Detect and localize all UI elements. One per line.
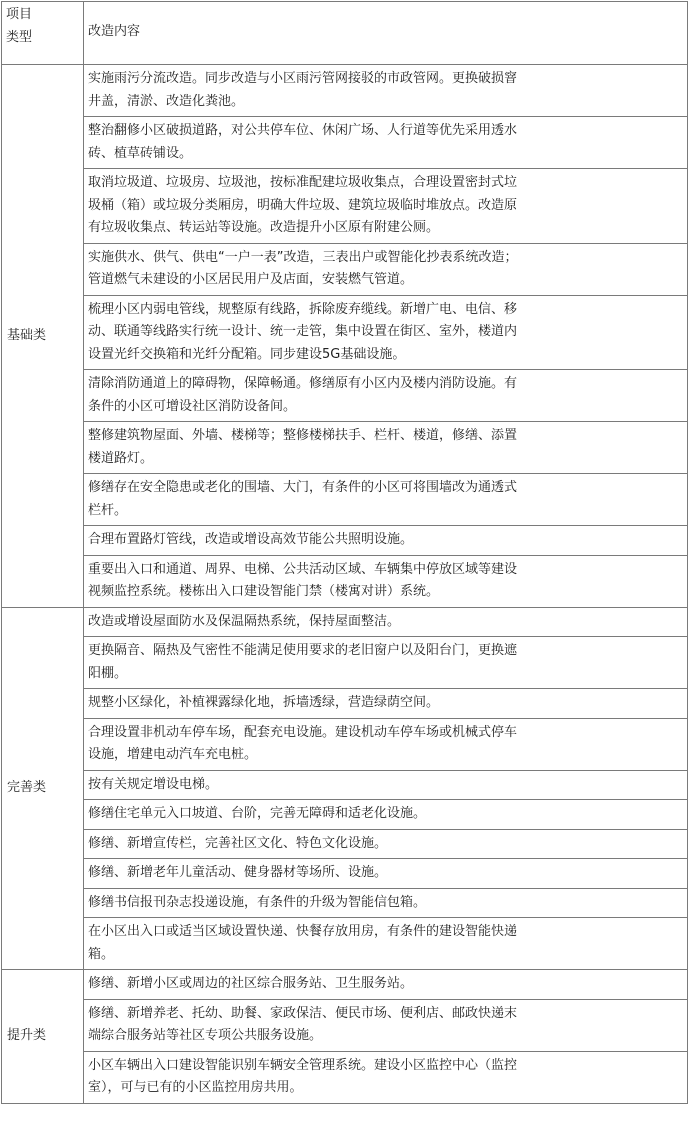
content-cell (84, 169, 688, 244)
table-row (2, 918, 688, 970)
content-text: 修缮、新增小区或周边的社区综合服务站、卫生服务站。 (88, 976, 414, 991)
header-project-type: 项目 类型 (2, 2, 84, 65)
content-text: 梳理小区内弱电管线，规整原有线路，拆除废弃缆线。新增广电、电信、移动、联通等线路实行统一设计、统一走管，集中设置在街区、室外，楼道内设置光纤交换箱和光纤分配箱。同步建设5G基础设施。 (88, 301, 518, 362)
table-row (2, 169, 688, 244)
content-text: 修缮住宅单元入口坡道、台阶，完善无障碍和适老化设施。 (88, 806, 427, 821)
content-text: 实施供水、供气、供电“一户一表”改造，三表出户或智能化抄表系统改造；管道燃气未建设的小区居民用户及店面，安装燃气管道。 (88, 249, 518, 287)
content-text: 改造或增设屋面防水及保温隔热系统，保持屋面整洁。 (88, 613, 401, 629)
content-cell (84, 888, 688, 918)
content-cell (84, 918, 688, 970)
table-row (2, 829, 688, 859)
category-cell: 基础类 (2, 65, 84, 608)
table-row (2, 718, 688, 770)
table-row (2, 770, 688, 800)
table-row (2, 888, 688, 918)
content-cell (84, 718, 688, 770)
content-cell (84, 555, 688, 607)
content-text: 按有关规定增设电梯。 (88, 776, 219, 792)
header-row (2, 2, 688, 65)
content-cell (84, 474, 688, 526)
table-row (2, 117, 688, 169)
content-cell (84, 1051, 688, 1103)
table-row (2, 555, 688, 607)
content-cell (84, 637, 688, 689)
content-cell (84, 65, 688, 117)
content-text: 整修建筑物屋面、外墙、楼梯等；整修楼梯扶手、栏杆、楼道，修缮、添置楼道路灯。 (88, 428, 518, 466)
table-row (2, 689, 688, 719)
content-text: 修缮存在安全隐患或老化的围墙、大门，有条件的小区可将围墙改为通透式栏杆。 (88, 480, 518, 518)
content-cell (84, 295, 688, 370)
content-text: 合理设置非机动车停车场，配套充电设施。建设机动车停车场或机械式停车设施，增建电动汽车充电桩。 (88, 724, 518, 762)
table-row (2, 607, 688, 637)
table-row (2, 474, 688, 526)
content-text: 修缮、新增养老、托幼、助餐、家政保洁、便民市场、便利店、邮政快递末端综合服务站等社区专项公共服务设施。 (88, 1005, 518, 1043)
table-row (2, 1051, 688, 1103)
category-cell: 完善类 (2, 607, 84, 970)
category-cell: 提升类 (2, 970, 84, 1104)
content-cell (84, 526, 688, 556)
content-text: 修缮书信报刊杂志投递设施，有条件的升级为智能信包箱。 (88, 894, 427, 910)
table-row (2, 295, 688, 370)
content-text: 在小区出入口或适当区域设置快递、快餐存放用房，有条件的建设智能快递箱。 (88, 924, 518, 962)
table-row (2, 65, 688, 117)
content-text: 规整小区绿化，补植裸露绿化地，拆墙透绿，营造绿荫空间。 (88, 695, 440, 710)
table-row (2, 422, 688, 474)
content-cell (84, 607, 688, 637)
table-row (2, 800, 688, 830)
table-row (2, 970, 688, 1000)
content-text: 重要出入口和通道、周界、电梯、公共活动区域、车辆集中停放区域等建设视频监控系统。楼栋出入口建设智能门禁（楼寓对讲）系统。 (88, 561, 518, 599)
content-text: 修缮、新增老年儿童活动、健身器材等场所、设施。 (88, 865, 388, 880)
table-row (2, 526, 688, 556)
content-cell (84, 970, 688, 1000)
content-cell (84, 800, 688, 830)
content-cell (84, 370, 688, 422)
table-row (2, 999, 688, 1051)
renovation-table (1, 1, 688, 1104)
content-text: 取消垃圾道、垃圾房、垃圾池，按标准配建垃圾收集点，合理设置密封式垃圾桶（箱）或垃圾分类厢房，明确大件垃圾、建筑垃圾临时堆放点。改造原有垃圾收集点、转运站等设施。改造提升小区原有附建公厕。 (88, 175, 518, 235)
table-row (2, 243, 688, 295)
content-cell (84, 689, 688, 719)
content-text: 合理布置路灯管线，改造或增设高效节能公共照明设施。 (88, 532, 414, 547)
header-content: 改造内容 (84, 2, 688, 65)
table-row (2, 637, 688, 689)
table-row (2, 859, 688, 889)
content-text: 小区车辆出入口建设智能识别车辆安全管理系统。建设小区监控中心（监控室），可与已有的小区监控用房共用。 (88, 1057, 518, 1095)
content-text: 更换隔音、隔热及气密性不能满足使用要求的老旧窗户以及阳台门，更换遮阳棚。 (88, 643, 518, 681)
content-cell (84, 859, 688, 889)
table-row (2, 370, 688, 422)
content-cell (84, 829, 688, 859)
content-cell (84, 243, 688, 295)
content-cell (84, 770, 688, 800)
content-cell (84, 117, 688, 169)
content-cell (84, 999, 688, 1051)
content-text: 清除消防通道上的障碍物，保障畅通。修缮原有小区内及楼内消防设施。有条件的小区可增设社区消防设备间。 (88, 376, 518, 414)
content-text: 实施雨污分流改造。同步改造与小区雨污管网接驳的市政管网。更换破损窨井盖，清淤、改造化粪池。 (88, 71, 518, 109)
content-text: 修缮、新增宣传栏，完善社区文化、特色文化设施。 (88, 835, 388, 851)
content-cell (84, 422, 688, 474)
content-text: 整治翻修小区破损道路，对公共停车位、休闲广场、人行道等优先采用透水砖、植草砖铺设。 (88, 123, 518, 161)
